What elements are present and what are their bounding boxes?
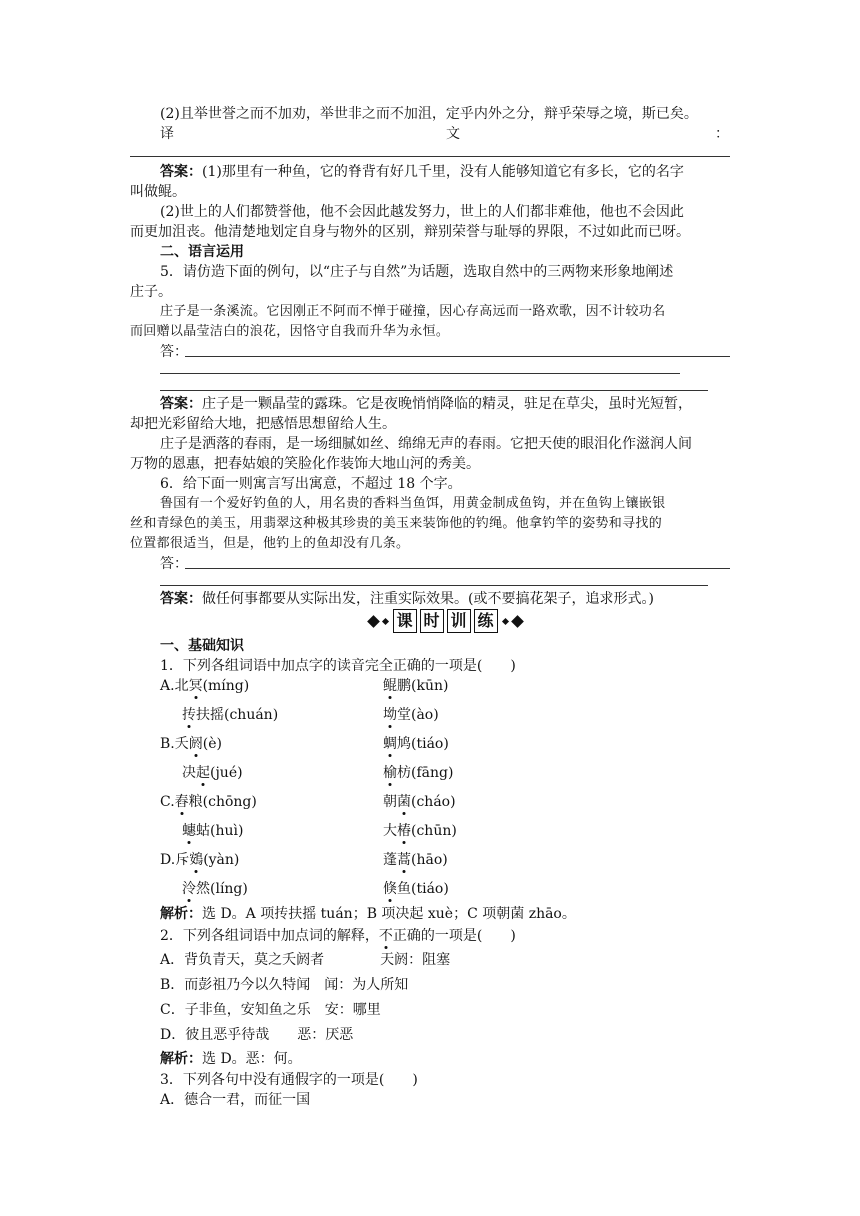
q1-option-a-3: 抟扶摇(chuán) xyxy=(182,707,279,723)
q3-stem: 3．下列各句中没有通假字的一项是( ) xyxy=(160,1072,418,1088)
q6-story-1: 鲁国有一个爱好钓鱼的人，用名贵的香料当鱼饵，用黄金制成鱼钩，并在鱼钩上镶嵌银 xyxy=(160,496,666,511)
answer-tag: 答案： xyxy=(160,591,202,607)
q1-option-b-4: 榆枋(fāng) xyxy=(383,765,454,781)
q1-option-d-1: D.斥鴳(yàn) xyxy=(160,852,240,868)
answer-text: 做任何事都要从实际出发，注重实际效果。(或不要搞花架子，追求形式。) xyxy=(202,591,654,607)
q5-stem-2: 庄子。 xyxy=(130,284,172,300)
q1-option-b-2: 蜩鸠(tiáo) xyxy=(383,736,449,752)
answer-1-line4: 而更加沮丧。他清楚地划定自身与物外的区别，辩别荣誉与耻辱的界限，不过如此而已呀。 xyxy=(130,224,690,240)
diamond-icon xyxy=(367,615,380,628)
q5-example-2: 而回赠以晶莹洁白的浪花，因恪守自我而升华为永恒。 xyxy=(130,324,450,339)
q5-answer-line-2[interactable] xyxy=(160,373,680,374)
answer-text: (1)那里有一种鱼，它的脊背有好几千里，没有人能够知道它有多长，它的名字 xyxy=(202,164,684,180)
translation-colon: ： xyxy=(715,126,729,142)
dotted-char: 鴳 xyxy=(189,852,204,868)
q1-option-a-2: 鲲鹏(kūn) xyxy=(383,678,449,694)
q6-answer-label: 答： xyxy=(160,556,188,572)
banner-title xyxy=(393,609,498,633)
lesson-training-banner xyxy=(353,608,537,634)
q-translate-sentence: (2)且举世誉之而不加劝，举世非之而不加沮，定乎内外之分，辩乎荣辱之境，斯已矣。 xyxy=(160,106,698,122)
q1-option-c-2: 朝菌(cháo) xyxy=(383,794,456,810)
q1-analysis xyxy=(160,904,730,924)
dotted-char: 起 xyxy=(196,765,210,781)
banner-char: 时 xyxy=(420,609,444,633)
answer-text: 庄子是一颗晶莹的露珠。它是夜晚悄悄降临的精灵，驻足在草尖，虽时光短暂， xyxy=(202,396,692,412)
dotted-char: 榆 xyxy=(383,765,397,781)
q1-option-c-3: 蟪蛄(huì) xyxy=(182,823,244,839)
answer-1-line3: (2)世上的人们都赞誉他，他不会因此越发努力，世上的人们都非难他，他也不会因此 xyxy=(160,204,684,220)
small-diamond-icon xyxy=(381,617,388,624)
q2-stem: 2．下列各组词语中加点词的解释，不正确的一项是( ) xyxy=(160,928,516,944)
q6-story-2: 丝和青绿色的美玉，用翡翠这种极其珍贵的美玉来装饰他的钓绳。他拿钓竿的姿势和寻找的 xyxy=(130,516,663,531)
dotted-char: 冥 xyxy=(188,678,203,694)
dotted-char: 舂 xyxy=(174,794,189,810)
q5-answer-line-1[interactable] xyxy=(185,356,730,357)
q1-option-d-3: 泠然(líng) xyxy=(182,881,248,897)
dotted-char: 椿 xyxy=(397,823,411,839)
q5-stem-1: 5．请仿造下面的例句，以“庄子与自然”为话题，选取自然中的三两物来形象地阐述 xyxy=(160,264,674,280)
q2-option-c: C．子非鱼，安知鱼之乐 安：哪里 xyxy=(160,1002,381,1018)
analysis-text: 选 D。A 项抟扶摇 tuán；B 项决起 xuè；C 项朝菌 zhāo。 xyxy=(202,906,576,922)
q5-example-1: 庄子是一条溪流。它因刚正不阿而不惮于碰撞，因心存高远而一路欢歌，因不计较功名 xyxy=(160,304,666,319)
answer-1-line2: 叫做鲲。 xyxy=(130,184,186,200)
analysis-tag: 解析： xyxy=(160,1051,202,1067)
dotted-char: 阏 xyxy=(188,736,203,752)
q1-option-a-4: 坳堂(ào) xyxy=(383,707,439,723)
translation-label-a: 译 xyxy=(160,126,174,142)
translation-label-b: 文 xyxy=(446,126,460,142)
q1-stem: 1．下列各组词语中加点字的读音完全正确的一项是( ) xyxy=(160,658,516,674)
dotted-char: 蟪 xyxy=(182,823,196,839)
dotted-char: 蒿 xyxy=(397,852,411,868)
banner-char: 练 xyxy=(474,609,498,633)
answer-5-line2: 却把光彩留给大地，把感悟思想留给人生。 xyxy=(130,416,396,432)
answer-5-line3: 庄子是洒落的春雨，是一场细腻如丝、绵绵无声的春雨。它把天使的眼泪化作滋润人间 xyxy=(160,436,692,452)
dotted-char: 鲲 xyxy=(383,678,397,694)
banner-char: 课 xyxy=(393,609,417,633)
q1-option-b-3: 决起(jué) xyxy=(182,765,243,781)
dotted-char: 坳 xyxy=(383,707,397,723)
q5-answer-label: 答： xyxy=(160,344,188,360)
dotted-char: 倏 xyxy=(383,881,397,897)
dotted-char: 抟 xyxy=(182,707,196,723)
banner-char: 训 xyxy=(447,609,471,633)
q1-option-c-4: 大椿(chūn) xyxy=(383,823,457,839)
dotted-char: 菌 xyxy=(397,794,411,810)
answer-1-line1 xyxy=(160,162,730,182)
dotted-char: 蜩 xyxy=(383,736,397,752)
q1-option-c-1: C.舂粮(chōng) xyxy=(160,794,257,810)
q2-analysis xyxy=(160,1049,730,1069)
q1-option-a-1: A.北冥(míng) xyxy=(160,678,250,694)
q1-option-b-1: B.夭阏(è) xyxy=(160,736,222,752)
q6-answer-line-1[interactable] xyxy=(185,568,730,569)
section-title-basics: 一、基础知识 xyxy=(160,638,244,654)
diamond-icon xyxy=(511,615,524,628)
q3-option-a: A．德合一君，而征一国 xyxy=(160,1092,311,1108)
q1-option-d-4: 倏鱼(tiáo) xyxy=(383,881,449,897)
q6-story-3: 位置都很适当，但是，他钓上的鱼却没有几条。 xyxy=(130,536,410,551)
q2-option-d: D．彼且恶乎待哉 恶：厌恶 xyxy=(160,1027,354,1043)
q6-stem: 6．给下面一则寓言写出寓意，不超过 18 个字。 xyxy=(160,476,462,492)
q2-option-b: B．而彭祖乃今以久特闻 闻：为人所知 xyxy=(160,977,409,993)
section-title-language: 二、语言运用 xyxy=(160,244,244,260)
small-diamond-icon xyxy=(501,617,508,624)
answer-line xyxy=(130,156,730,157)
analysis-text: 选 D。恶：何。 xyxy=(202,1051,302,1067)
q1-option-d-2: 蓬蒿(hāo) xyxy=(383,852,448,868)
answer-5-line1 xyxy=(160,394,730,414)
answer-tag: 答案： xyxy=(160,164,202,180)
analysis-tag: 解析： xyxy=(160,906,202,922)
answer-5-line4: 万物的恩惠，把春姑娘的笑脸化作装饰大地山河的秀美。 xyxy=(130,456,480,472)
answer-tag: 答案： xyxy=(160,396,202,412)
q5-answer-line-3[interactable] xyxy=(160,390,708,391)
dotted-char: 泠 xyxy=(182,881,196,897)
q6-answer xyxy=(160,589,730,609)
dotted-char: 不 xyxy=(378,928,393,944)
q2-option-a: A．背负青天，莫之夭阏者 天阏：阻塞 xyxy=(160,952,451,968)
q6-answer-line-2[interactable] xyxy=(160,585,708,586)
